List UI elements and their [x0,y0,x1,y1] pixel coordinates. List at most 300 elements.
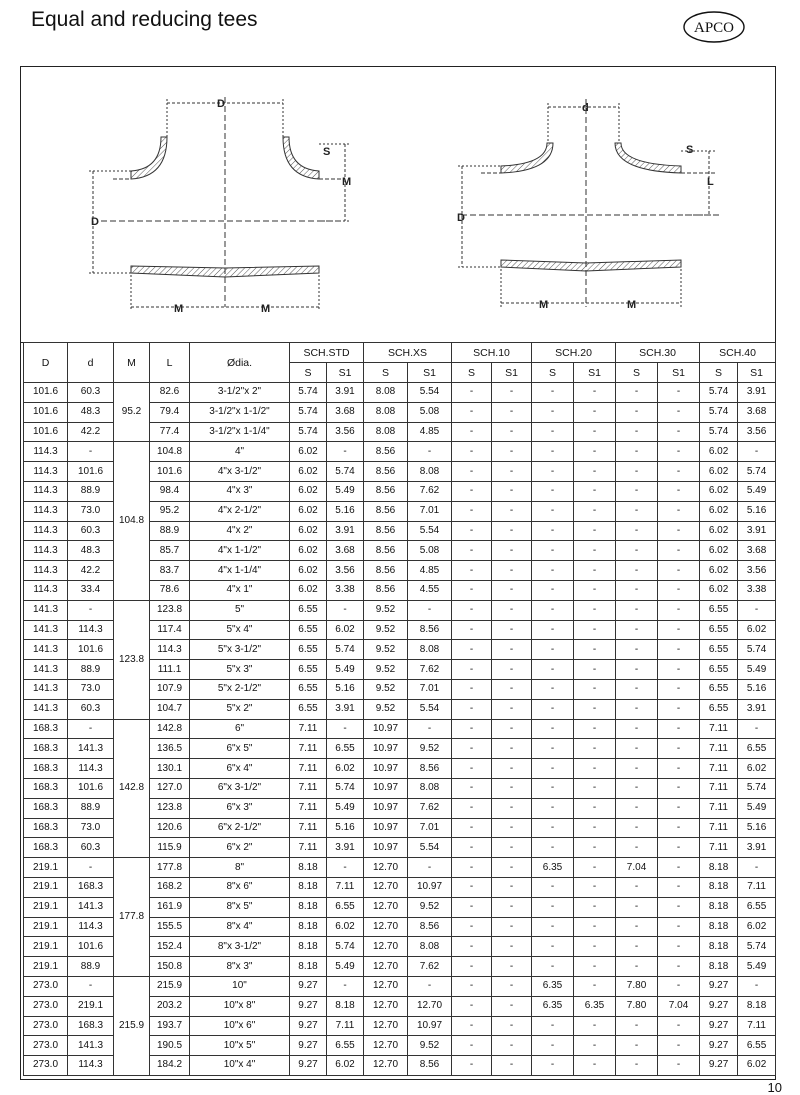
cell-sch10-s1: - [492,1036,532,1056]
cell-sch10-s: - [452,937,492,957]
cell-dia: 4"x 3" [190,481,290,501]
cell-xs-s1: 7.01 [408,818,452,838]
cell-sch40-s: 9.27 [700,1016,738,1036]
cell-sch10-s1: - [492,462,532,482]
cell-d: 168.3 [68,877,114,897]
col-header-sch-std: SCH.STD [290,343,364,363]
table-row [24,858,776,878]
cell-D: 114.3 [24,541,68,561]
cell-std-s: 9.27 [290,1056,327,1076]
reducing-tee-top-d-label: d [582,102,589,114]
cell-dia: 8"x 3-1/2" [190,937,290,957]
cell-dia: 8"x 5" [190,897,290,917]
cell-sch30-s1: - [658,383,700,403]
cell-sch40-s: 8.18 [700,897,738,917]
cell-std-s: 8.18 [290,937,327,957]
cell-dia: 6"x 2-1/2" [190,818,290,838]
cell-sch40-s1: 6.02 [738,917,776,937]
cell-std-s: 5.74 [290,383,327,403]
cell-sch10-s1: - [492,383,532,403]
cell-std-s: 8.18 [290,877,327,897]
cell-std-s1: - [327,858,364,878]
cell-sch10-s: - [452,778,492,798]
cell-sch20-s: - [532,897,574,917]
cell-sch30-s1: - [658,600,700,620]
cell-sch30-s1: - [658,640,700,660]
cell-dia: 5"x 3" [190,660,290,680]
col-header-D: D [24,343,68,383]
cell-std-s1: 3.56 [327,561,364,581]
cell-sch40-s: 8.18 [700,937,738,957]
cell-sch10-s1: - [492,996,532,1016]
cell-sch10-s1: - [492,917,532,937]
cell-xs-s: 9.52 [364,640,408,660]
cell-dia: 5"x 4" [190,620,290,640]
cell-sch10-s: - [452,818,492,838]
cell-sch10-s: - [452,402,492,422]
cell-std-s: 6.55 [290,660,327,680]
cell-sch20-s: 6.35 [532,976,574,996]
cell-sch10-s1: - [492,937,532,957]
cell-D: 141.3 [24,679,68,699]
cell-sch30-s1: - [658,1056,700,1076]
cell-dia: 8" [190,858,290,878]
cell-std-s1: - [327,976,364,996]
cell-sch20-s1: - [574,778,616,798]
cell-D: 273.0 [24,996,68,1016]
cell-sch30-s: - [616,383,658,403]
cell-sch20-s1: - [574,600,616,620]
cell-sch20-s: - [532,957,574,977]
cell-D: 114.3 [24,481,68,501]
cell-std-s1: 6.02 [327,917,364,937]
cell-dia: 5"x 3-1/2" [190,640,290,660]
cell-sch20-s: - [532,422,574,442]
cell-xs-s: 8.56 [364,501,408,521]
cell-sch10-s1: - [492,759,532,779]
cell-sch20-s: - [532,838,574,858]
cell-sch20-s: - [532,759,574,779]
cell-std-s1: 3.68 [327,541,364,561]
cell-std-s: 6.02 [290,580,327,600]
cell-xs-s: 12.70 [364,957,408,977]
cell-sch20-s: - [532,877,574,897]
cell-sch20-s: - [532,521,574,541]
cell-sch40-s1: 6.02 [738,759,776,779]
cell-sch20-s: - [532,798,574,818]
cell-sch20-s: - [532,600,574,620]
col-header-sch-30: SCH.30 [616,343,700,363]
cell-std-s: 7.11 [290,719,327,739]
cell-sch10-s: - [452,660,492,680]
cell-std-s: 6.02 [290,481,327,501]
cell-xs-s1: 9.52 [408,739,452,759]
table-row [24,719,776,739]
equal-tee-drawing [89,97,351,311]
cell-sch20-s: - [532,660,574,680]
cell-xs-s: 12.70 [364,937,408,957]
cell-L: 101.6 [150,462,190,482]
cell-sch40-s: 6.02 [700,442,738,462]
cell-std-s1: 7.11 [327,877,364,897]
cell-dia: 10"x 6" [190,1016,290,1036]
cell-M: 215.9 [114,976,150,1075]
cell-sch30-s: - [616,897,658,917]
cell-sch40-s: 5.74 [700,422,738,442]
cell-xs-s1: 5.54 [408,521,452,541]
cell-sch20-s: - [532,561,574,581]
cell-sch10-s: - [452,917,492,937]
cell-d: 88.9 [68,957,114,977]
cell-L: 79.4 [150,402,190,422]
cell-sch10-s: - [452,600,492,620]
cell-D: 219.1 [24,858,68,878]
cell-D: 273.0 [24,1016,68,1036]
cell-dia: 8"x 6" [190,877,290,897]
cell-dia: 4"x 3-1/2" [190,462,290,482]
cell-xs-s: 10.97 [364,759,408,779]
cell-d: 219.1 [68,996,114,1016]
cell-L: 123.8 [150,600,190,620]
cell-sch30-s: - [616,442,658,462]
cell-xs-s: 12.70 [364,1016,408,1036]
cell-xs-s: 12.70 [364,897,408,917]
cell-std-s: 7.11 [290,778,327,798]
cell-xs-s1: 5.54 [408,699,452,719]
cell-sch10-s: - [452,521,492,541]
cell-sch40-s1: - [738,858,776,878]
cell-std-s1: 3.91 [327,383,364,403]
cell-D: 168.3 [24,798,68,818]
cell-sch30-s: - [616,501,658,521]
cell-sch40-s: 6.55 [700,660,738,680]
equal-tee-side-d-label: D [91,216,99,228]
cell-sch30-s1: - [658,818,700,838]
cell-L: 98.4 [150,481,190,501]
cell-xs-s1: 7.62 [408,660,452,680]
cell-sch10-s: - [452,383,492,403]
cell-sch40-s1: 8.18 [738,996,776,1016]
cell-D: 141.3 [24,640,68,660]
cell-sch40-s1: 6.55 [738,739,776,759]
cell-std-s1: 5.16 [327,818,364,838]
cell-sch30-s1: - [658,481,700,501]
cell-xs-s1: 10.97 [408,1016,452,1036]
cell-xs-s: 12.70 [364,976,408,996]
cell-sch20-s1: - [574,620,616,640]
cell-sch10-s: - [452,877,492,897]
cell-sch20-s1: - [574,798,616,818]
col-header-sch-10: SCH.10 [452,343,532,363]
cell-std-s: 6.02 [290,561,327,581]
cell-xs-s: 8.08 [364,383,408,403]
cell-sch40-s: 6.55 [700,640,738,660]
cell-std-s1: 6.02 [327,759,364,779]
cell-sch40-s: 9.27 [700,1056,738,1076]
cell-std-s1: 3.91 [327,699,364,719]
cell-dia: 10"x 4" [190,1056,290,1076]
cell-D: 114.3 [24,521,68,541]
cell-sch40-s: 7.11 [700,739,738,759]
cell-sch40-s1: 7.11 [738,1016,776,1036]
cell-sch40-s1: 5.74 [738,640,776,660]
cell-std-s1: - [327,719,364,739]
cell-xs-s: 10.97 [364,739,408,759]
cell-std-s1: 7.11 [327,1016,364,1036]
cell-sch40-s1: 5.16 [738,501,776,521]
cell-xs-s: 12.70 [364,1036,408,1056]
cell-std-s1: - [327,442,364,462]
cell-sch10-s: - [452,739,492,759]
equal-tee-m-label: M [342,176,352,188]
cell-sch20-s1: - [574,580,616,600]
cell-L: 104.7 [150,699,190,719]
cell-xs-s: 12.70 [364,996,408,1016]
cell-L: 114.3 [150,640,190,660]
cell-sch20-s1: - [574,462,616,482]
cell-L: 130.1 [150,759,190,779]
cell-sch10-s: - [452,442,492,462]
cell-sch40-s: 8.18 [700,917,738,937]
cell-std-s: 7.11 [290,838,327,858]
cell-d: 73.0 [68,679,114,699]
cell-dia: 3-1/2"x 2" [190,383,290,403]
cell-sch30-s: - [616,798,658,818]
cell-std-s: 6.55 [290,679,327,699]
cell-sch30-s1: - [658,897,700,917]
cell-d: 141.3 [68,1036,114,1056]
cell-sch20-s: - [532,818,574,838]
cell-sch40-s1: 6.55 [738,1036,776,1056]
cell-std-s: 9.27 [290,1036,327,1056]
cell-dia: 4"x 2-1/2" [190,501,290,521]
cell-sch10-s1: - [492,422,532,442]
cell-d: 101.6 [68,462,114,482]
cell-L: 184.2 [150,1056,190,1076]
cell-sch30-s: - [616,402,658,422]
cell-sch10-s1: - [492,719,532,739]
cell-sch10-s: - [452,640,492,660]
cell-xs-s1: - [408,976,452,996]
cell-sch40-s: 6.55 [700,699,738,719]
cell-sch30-s1: - [658,580,700,600]
cell-sch30-s1: - [658,541,700,561]
table-row [24,383,776,403]
cell-d: - [68,442,114,462]
cell-std-s: 8.18 [290,897,327,917]
cell-D: 168.3 [24,818,68,838]
cell-sch30-s: - [616,957,658,977]
cell-sch20-s1: - [574,838,616,858]
cell-dia: 10"x 8" [190,996,290,1016]
cell-sch40-s: 7.11 [700,818,738,838]
cell-xs-s: 9.52 [364,600,408,620]
sub-header-s: S [700,363,738,383]
cell-std-s1: 5.74 [327,462,364,482]
cell-sch20-s1: - [574,858,616,878]
cell-sch40-s1: - [738,719,776,739]
cell-std-s: 9.27 [290,1016,327,1036]
cell-sch30-s1: - [658,1036,700,1056]
cell-sch10-s1: - [492,481,532,501]
cell-L: 117.4 [150,620,190,640]
cell-sch10-s1: - [492,897,532,917]
cell-d: 33.4 [68,580,114,600]
cell-xs-s1: 4.85 [408,422,452,442]
cell-sch10-s1: - [492,521,532,541]
cell-D: 101.6 [24,402,68,422]
reducing-tee-bottom-m-right: M [627,299,637,311]
cell-sch30-s1: - [658,561,700,581]
cell-sch20-s: 6.35 [532,996,574,1016]
cell-d: - [68,858,114,878]
cell-L: 203.2 [150,996,190,1016]
cell-sch30-s: - [616,521,658,541]
sub-header-s1: S1 [492,363,532,383]
cell-sch10-s1: - [492,640,532,660]
cell-sch30-s1: - [658,838,700,858]
cell-D: 114.3 [24,501,68,521]
cell-xs-s1: 8.56 [408,917,452,937]
cell-std-s1: 5.16 [327,501,364,521]
cell-M: 104.8 [114,442,150,600]
cell-d: 42.2 [68,561,114,581]
cell-d: 114.3 [68,917,114,937]
cell-d: 141.3 [68,897,114,917]
cell-sch40-s1: 6.02 [738,1056,776,1076]
cell-sch30-s: - [616,541,658,561]
cell-sch40-s1: 5.49 [738,481,776,501]
cell-D: 273.0 [24,1056,68,1076]
cell-xs-s: 9.52 [364,660,408,680]
sub-header-s: S [452,363,492,383]
cell-sch40-s1: 5.49 [738,660,776,680]
cell-D: 219.1 [24,877,68,897]
cell-sch20-s: 6.35 [532,858,574,878]
cell-d: - [68,719,114,739]
cell-D: 101.6 [24,422,68,442]
cell-xs-s1: 8.08 [408,462,452,482]
cell-xs-s1: 8.08 [408,640,452,660]
cell-sch40-s: 9.27 [700,1036,738,1056]
cell-sch40-s: 7.11 [700,719,738,739]
cell-std-s: 6.55 [290,600,327,620]
cell-D: 168.3 [24,719,68,739]
cell-L: 136.5 [150,739,190,759]
cell-L: 120.6 [150,818,190,838]
cell-sch40-s: 6.02 [700,481,738,501]
cell-std-s: 8.18 [290,957,327,977]
cell-sch10-s: - [452,976,492,996]
cell-sch20-s1: - [574,719,616,739]
cell-sch20-s1: 6.35 [574,996,616,1016]
cell-D: 273.0 [24,976,68,996]
cell-xs-s1: 8.56 [408,759,452,779]
cell-L: 78.6 [150,580,190,600]
cell-D: 273.0 [24,1036,68,1056]
cell-sch40-s1: 5.16 [738,818,776,838]
cell-xs-s: 10.97 [364,798,408,818]
cell-sch20-s1: - [574,640,616,660]
sub-header-s: S [532,363,574,383]
cell-std-s1: 3.56 [327,422,364,442]
cell-sch40-s1: 3.91 [738,699,776,719]
cell-sch10-s: - [452,719,492,739]
sub-header-s1: S1 [658,363,700,383]
cell-std-s1: 6.55 [327,1036,364,1056]
cell-std-s: 6.55 [290,699,327,719]
cell-xs-s: 12.70 [364,917,408,937]
cell-xs-s1: - [408,858,452,878]
cell-sch30-s1: - [658,462,700,482]
sub-header-s1: S1 [738,363,776,383]
cell-sch20-s: - [532,481,574,501]
cell-sch40-s: 5.74 [700,402,738,422]
cell-sch30-s: - [616,1016,658,1036]
cell-sch40-s: 6.02 [700,561,738,581]
cell-xs-s: 12.70 [364,858,408,878]
drawings-panel [21,67,774,343]
cell-xs-s: 8.56 [364,481,408,501]
cell-sch10-s1: - [492,679,532,699]
reducing-tee-l-label: L [707,176,714,188]
cell-std-s: 7.11 [290,739,327,759]
cell-std-s1: 6.55 [327,897,364,917]
cell-xs-s1: 4.55 [408,580,452,600]
cell-sch10-s: - [452,1056,492,1076]
cell-L: 161.9 [150,897,190,917]
cell-dia: 6"x 5" [190,739,290,759]
cell-xs-s1: - [408,719,452,739]
cell-std-s1: 3.91 [327,838,364,858]
cell-d: 88.9 [68,798,114,818]
cell-D: 114.3 [24,442,68,462]
cell-sch40-s1: 3.56 [738,422,776,442]
cell-d: 60.3 [68,838,114,858]
cell-sch10-s: - [452,858,492,878]
cell-sch10-s1: - [492,957,532,977]
cell-std-s: 6.02 [290,521,327,541]
cell-d: 88.9 [68,481,114,501]
cell-D: 114.3 [24,462,68,482]
cell-D: 168.3 [24,778,68,798]
cell-sch30-s1: - [658,937,700,957]
cell-sch30-s: - [616,739,658,759]
sub-header-s1: S1 [408,363,452,383]
col-header-dia: Ødia. [190,343,290,383]
cell-sch30-s1: - [658,679,700,699]
cell-sch30-s: 7.80 [616,976,658,996]
cell-d: 73.0 [68,818,114,838]
cell-std-s: 8.18 [290,858,327,878]
cell-D: 168.3 [24,838,68,858]
cell-d: 60.3 [68,699,114,719]
cell-sch10-s: - [452,561,492,581]
cell-sch30-s1: - [658,620,700,640]
cell-std-s: 5.74 [290,402,327,422]
cell-xs-s1: 5.54 [408,838,452,858]
cell-sch10-s1: - [492,818,532,838]
table-row [24,600,776,620]
cell-dia: 4"x 2" [190,521,290,541]
cell-sch10-s: - [452,838,492,858]
cell-L: 127.0 [150,778,190,798]
cell-std-s1: 3.91 [327,521,364,541]
cell-D: 219.1 [24,917,68,937]
cell-xs-s: 8.56 [364,442,408,462]
cell-sch10-s1: - [492,739,532,759]
cell-dia: 6"x 2" [190,838,290,858]
